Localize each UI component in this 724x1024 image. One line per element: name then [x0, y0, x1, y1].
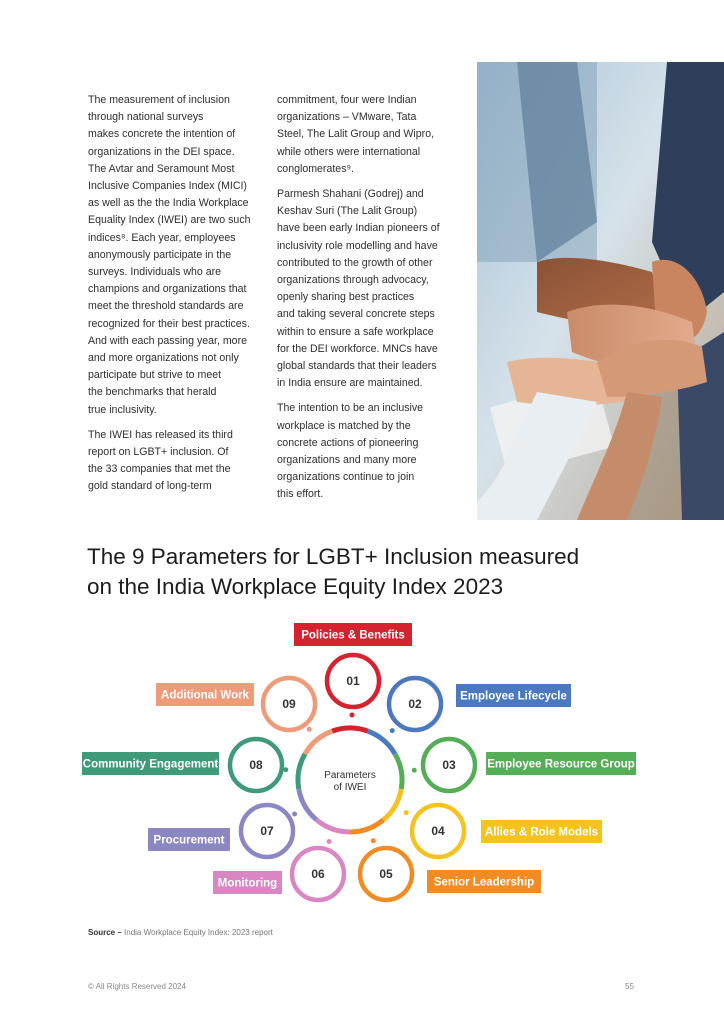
paragraph [88, 92, 264, 419]
paragraph [88, 427, 264, 496]
text-line: within to ensure a safe workplace [277, 325, 434, 338]
text-line: organizations and many more [277, 454, 417, 467]
text-line: organizations continue to join [277, 471, 415, 484]
parameter-label: Additional Work [161, 689, 249, 702]
source-text: India Workplace Equity Index: 2023 report [124, 928, 273, 937]
heading-line: on the India Workplace Equity Index 2023 [87, 574, 504, 599]
text-line: And with each passing year, more [88, 334, 247, 347]
text-line: champions and organizations that [88, 283, 247, 296]
parameter-number: 01 [346, 674, 360, 688]
connector-dot [307, 727, 312, 732]
text-line: commitment, four were Indian [277, 94, 417, 106]
text-line: organizations – VMware, Tata [277, 111, 417, 124]
text-line: makes concrete the intention of [88, 128, 236, 141]
text-line: contributed to the growth of other [277, 256, 433, 269]
parameter-label: Allies & Role Models [484, 826, 599, 839]
text-line: through national surveys [88, 111, 204, 124]
source-note [88, 928, 273, 937]
iwei-parameters-diagram [0, 615, 724, 915]
page-number: 55 [625, 982, 634, 991]
center-ring-segment [317, 820, 350, 832]
parameter-label: Employee Resource Group [487, 758, 635, 771]
body-column-left [88, 92, 264, 504]
paragraph [277, 92, 453, 178]
center-ring-segment [383, 789, 401, 820]
parameter-number: 02 [408, 697, 422, 711]
connector-dot [412, 768, 417, 773]
parameter-number: 05 [379, 867, 393, 881]
center-label: of IWEI [333, 782, 367, 793]
text-line: for the DEI workforce. MNCs have [277, 342, 438, 355]
center-ring-segment [299, 789, 317, 820]
parameter-number: 04 [431, 824, 445, 838]
text-line: in India ensure are maintained. [277, 377, 423, 390]
body-column-right [277, 92, 453, 512]
text-line: this effort. [277, 488, 324, 501]
text-line: Steel, The Lalit Group and Wipro, [277, 128, 435, 141]
text-line: and taking several concrete steps [277, 308, 435, 321]
center-ring-segment [305, 731, 332, 754]
text-line: The IWEI has released its third [88, 428, 233, 441]
text-line: gold standard of long-term [88, 480, 212, 493]
connector-dot [292, 812, 297, 817]
heading-line: The 9 Parameters for LGBT+ Inclusion measured [87, 544, 580, 569]
text-line: organizations through advocacy, [277, 274, 429, 287]
text-line: the 33 companies that met the [88, 463, 231, 476]
text-line: workplace is matched by the [277, 419, 411, 432]
parameter-number: 06 [311, 867, 325, 881]
parameter-number: 08 [249, 758, 263, 772]
text-line: The intention to be an inclusive [277, 402, 424, 415]
connector-dot [349, 713, 354, 718]
parameter-number: 03 [442, 758, 456, 772]
paragraph [277, 400, 453, 503]
parameter-label: Monitoring [217, 877, 278, 890]
text-line: conglomerates⁹. [277, 162, 354, 175]
text-line: indices⁸. Each year, employees [88, 231, 236, 244]
center-ring-segment [395, 754, 402, 789]
text-line: the benchmarks that herald [88, 386, 217, 399]
section-heading [87, 542, 579, 602]
text-line: global standards that their leaders [277, 360, 437, 373]
parameter-label: Community Engagement [82, 758, 219, 771]
text-line: as well as the the India Workplace [88, 197, 249, 210]
parameter-label: Policies & Benefits [301, 629, 405, 642]
text-line: while others were international [277, 145, 421, 158]
text-line: Keshav Suri (The Lalit Group) [277, 205, 418, 218]
source-prefix: Source – [88, 928, 122, 937]
text-line: anonymously participate in the [88, 248, 232, 261]
text-line: Equality Index (IWEI) are two such [88, 214, 251, 227]
center-ring-segment [350, 820, 383, 832]
text-line: The Avtar and Seramount Most [88, 162, 235, 175]
connector-dot [404, 810, 409, 815]
parameter-label: Employee Lifecycle [460, 690, 567, 703]
text-line: and more organizations not only [88, 352, 239, 365]
parameter-label: Senior Leadership [433, 876, 535, 889]
parameter-number: 07 [260, 824, 274, 838]
text-line: Parmesh Shahani (Godrej) and [277, 188, 424, 201]
text-line: participate but strive to meet [88, 369, 222, 382]
stacked-hands-photo [477, 62, 724, 520]
copyright: © All Rights Reserved 2024 [88, 982, 186, 991]
parameter-label: Procurement [153, 834, 225, 847]
text-line: meet the threshold standards are [88, 300, 244, 313]
center-ring-segment [298, 754, 305, 789]
text-line: true inclusivity. [88, 403, 157, 416]
parameter-number: 09 [282, 697, 296, 711]
paragraph [277, 186, 453, 392]
text-line: have been early Indian pioneers of [277, 222, 440, 235]
connector-dot [371, 838, 376, 843]
text-line: report on LGBT+ inclusion. Of [88, 446, 229, 459]
connector-dot [390, 728, 395, 733]
connector-dot [327, 839, 332, 844]
center-ring-segment [368, 731, 395, 754]
text-line: The measurement of inclusion [88, 94, 230, 106]
text-line: Inclusive Companies Index (MICI) [88, 180, 247, 193]
text-line: surveys. Individuals who are [88, 266, 222, 279]
text-line: openly sharing best practices [277, 291, 415, 304]
text-line: recognized for their best practices. [88, 317, 250, 330]
center-label: Parameters [324, 770, 376, 781]
text-line: organizations in the DEI space. [88, 145, 235, 158]
center-ring-segment [332, 728, 368, 731]
text-line: concrete actions of pioneering [277, 436, 419, 449]
text-line: inclusivity role modelling and have [277, 239, 438, 252]
